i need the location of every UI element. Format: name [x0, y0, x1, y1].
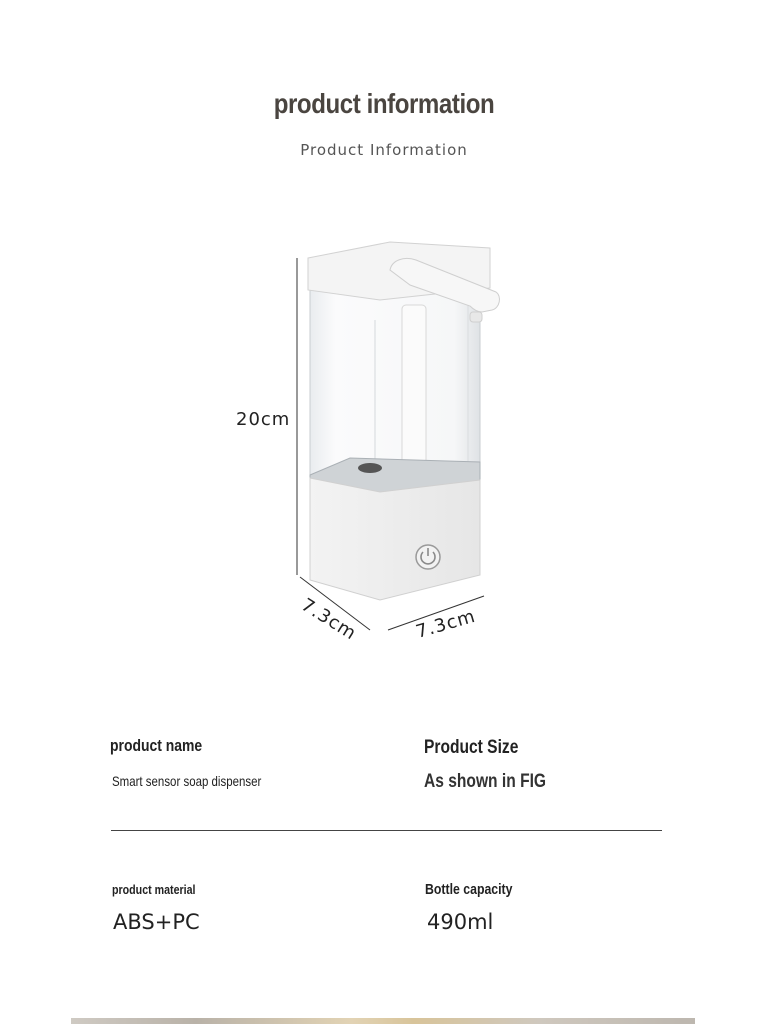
base-block: [310, 478, 480, 600]
depth-label: 7.3cm: [297, 594, 361, 645]
bottle-capacity-label: Bottle capacity: [425, 881, 513, 898]
product-size-value: As shown in FIG: [424, 771, 547, 792]
tank-body: [310, 275, 480, 475]
width-label: 7.3cm: [413, 605, 479, 643]
product-name-label: product name: [110, 736, 203, 755]
height-label: 20cm: [236, 409, 291, 430]
bottle-capacity-value: 490ml: [427, 910, 494, 934]
power-icon: [416, 545, 440, 569]
product-image: [220, 230, 520, 650]
page-title: product information: [273, 88, 495, 119]
divider: [111, 830, 662, 831]
product-name-value: Smart sensor soap dispenser: [112, 773, 262, 789]
page-subtitle: Product Information: [300, 141, 468, 159]
product-size-label: Product Size: [424, 737, 519, 758]
next-section-image-edge: [71, 1018, 695, 1024]
product-material-value: ABS+PC: [113, 910, 200, 934]
product-material-label: product material: [112, 882, 196, 897]
